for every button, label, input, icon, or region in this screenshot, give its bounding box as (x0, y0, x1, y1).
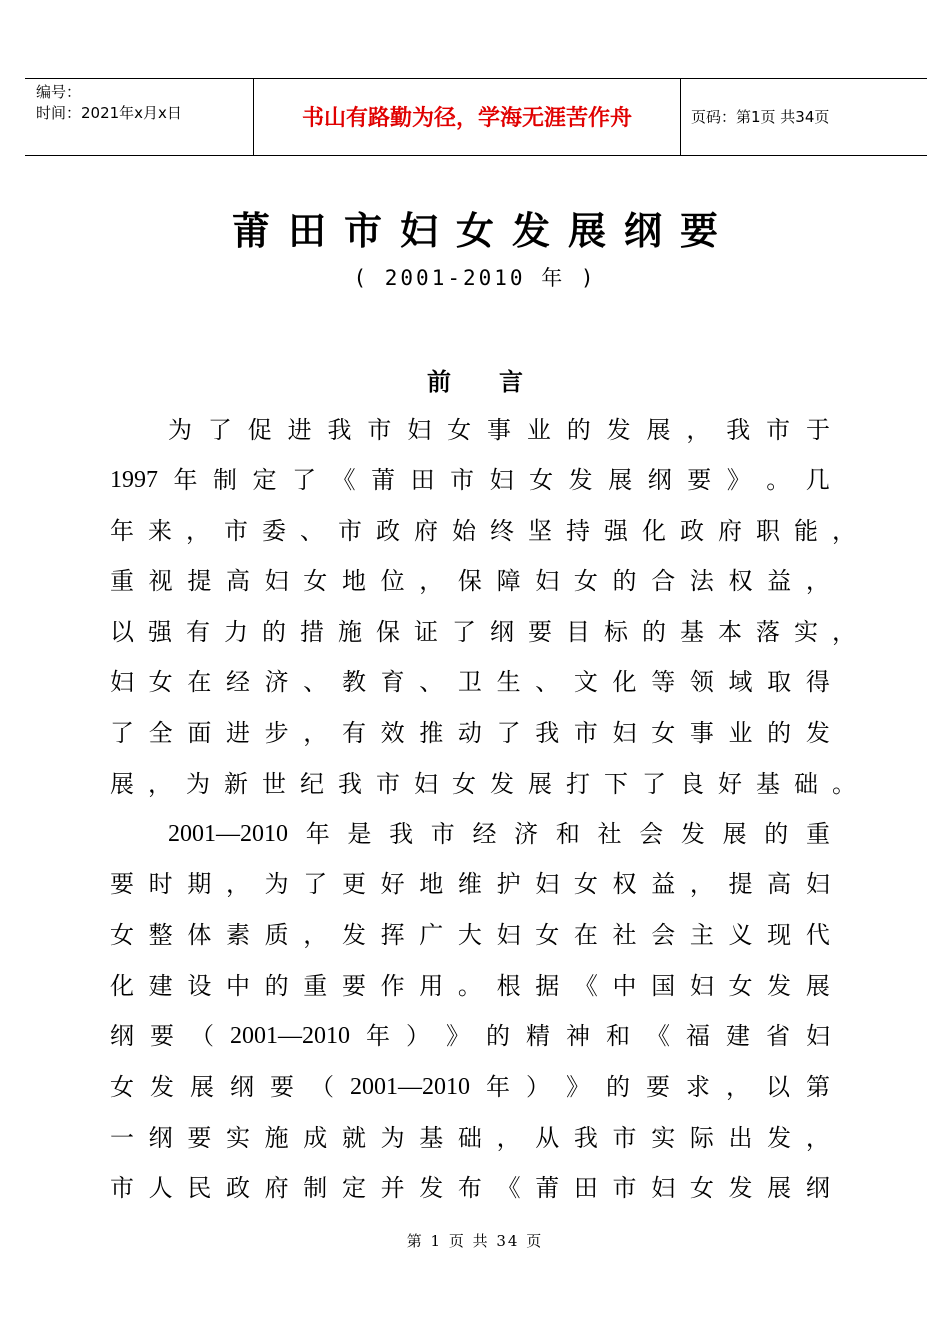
header-meta (36, 82, 252, 124)
body-line: 女 整 体 素 质 ， 发 挥 广 大 妇 女 在 社 会 主 义 现 代 (110, 921, 830, 949)
page-footer: 第 1 页 共 34 页 (406, 1232, 544, 1250)
header-motto: 书山有路勤为径，学海无涯苦作舟 (301, 106, 632, 131)
body-line: 要 时 期 ， 为 了 更 好 地 维 护 妇 女 权 益 ， 提 高 妇 (110, 870, 830, 898)
body-line: 纲 要 （ 2001—2010 年 ） 》 的 精 神 和 《 福 建 省 妇 (110, 1022, 830, 1050)
document-subtitle: ( 2001-2010 年 ) (353, 266, 597, 290)
body-line: 女 发 展 纲 要 （ 2001—2010 年 ） 》 的 要 求 ， 以 第 (110, 1073, 830, 1101)
body-line: 为 了 促 进 我 市 妇 女 事 业 的 发 展 ， 我 市 于 (168, 416, 830, 444)
body-line: 年 来 ， 市 委 、 市 政 府 始 终 坚 持 强 化 政 府 职 能 ， (110, 517, 856, 545)
serial-label: 编号： (36, 83, 82, 101)
heading-part-1: 前 (427, 367, 451, 396)
time-label: 时间：2021年x月x日 (36, 104, 182, 122)
header-divider-right (680, 78, 681, 155)
body-line: 妇 女 在 经 济 、 教 育 、 卫 生 、 文 化 等 领 域 取 得 (110, 668, 830, 696)
body-line: 1997 年 制 定 了 《 莆 田 市 妇 女 发 展 纲 要 》 。 几 (110, 466, 830, 494)
body-line: 2001—2010 年 是 我 市 经 济 和 社 会 发 展 的 重 (168, 820, 830, 848)
body-line: 市 人 民 政 府 制 定 并 发 布 《 莆 田 市 妇 女 发 展 纲 (110, 1174, 830, 1202)
body-line: 重 视 提 高 妇 女 地 位 ， 保 障 妇 女 的 合 法 权 益 ， (110, 567, 830, 595)
body-line: 以 强 有 力 的 措 施 保 证 了 纲 要 目 标 的 基 本 落 实 ， (110, 618, 856, 646)
body-line: 了 全 面 进 步 ， 有 效 推 动 了 我 市 妇 女 事 业 的 发 (110, 719, 830, 747)
body-line: 化 建 设 中 的 重 要 作 用 。 根 据 《 中 国 妇 女 发 展 (110, 972, 830, 1000)
body-line: 展 ， 为 新 世 纪 我 市 妇 女 发 展 打 下 了 良 好 基 础 。 (110, 770, 856, 798)
heading-part-2: 言 (499, 367, 523, 396)
header-bottom-rule (25, 155, 927, 156)
header-page-label: 页码：第1页 共34页 (691, 108, 830, 126)
body-line: 一 纲 要 实 施 成 就 为 基 础 ， 从 我 市 实 际 出 发 ， (110, 1124, 830, 1152)
document-title: 莆田市妇女发展纲要 (231, 208, 736, 253)
section-heading (0, 362, 950, 397)
